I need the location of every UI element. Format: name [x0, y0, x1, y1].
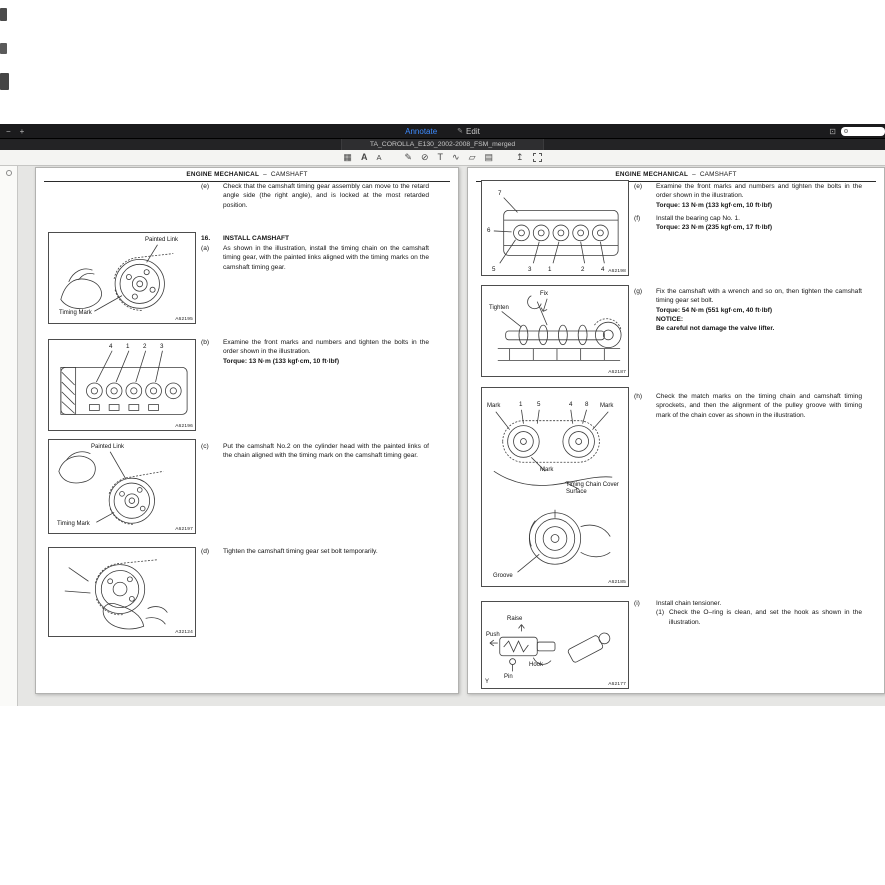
engine-line-drawing — [49, 548, 195, 636]
figure-code: A62185 — [608, 580, 626, 585]
text-tool-icon[interactable]: T — [437, 152, 444, 162]
step-f — [634, 214, 862, 233]
zoom-out-button[interactable]: − — [6, 126, 11, 136]
manual-page-right — [467, 167, 885, 694]
note-icon[interactable]: ▤ — [484, 152, 494, 162]
step-label: (f) — [634, 215, 641, 222]
step-number: 16. — [201, 235, 211, 242]
bolt-order-number: 3 — [528, 266, 532, 273]
annotate-button[interactable]: Annotate — [405, 126, 438, 136]
tab-title: TA_COROLLA_E130_2002-2008_FSM_merged — [369, 141, 516, 148]
figure-camshaft-gear-chain — [48, 232, 196, 324]
step-text: Tighten the camshaft timing gear set bolt temporarily. — [223, 548, 378, 555]
draw-icon[interactable]: ⊘ — [421, 152, 429, 162]
shapes-icon[interactable]: ▱ — [468, 152, 476, 162]
sidebar-divider[interactable] — [0, 166, 18, 706]
signature-icon[interactable]: ∿ — [452, 152, 460, 162]
figure-code: A62187 — [608, 370, 626, 375]
engine-line-drawing — [482, 286, 628, 376]
screen-artifact — [0, 43, 7, 54]
callout-pin: Pin — [504, 674, 513, 680]
step-text: Put the camshaft No.2 on the cylinder head with the painted links of the chain aligned with the timing mark on the camshaft timing gear. — [223, 443, 429, 460]
pdf-viewer-window — [0, 124, 885, 706]
sidebar-handle-icon — [6, 170, 12, 176]
callout-fix: Fix — [540, 291, 548, 297]
callout-mark-left: Mark — [487, 403, 501, 409]
step-label: (d) — [201, 548, 210, 555]
step-a — [201, 244, 429, 272]
step-d — [201, 547, 429, 556]
engine-line-drawing — [49, 340, 195, 430]
torque-spec: Torque: 13 N·m (133 kgf·cm, 10 ft·lbf) — [656, 201, 773, 209]
sub-step — [656, 608, 862, 627]
text-style-small-icon[interactable]: A — [376, 152, 382, 162]
figure-match-marks-pulley — [481, 387, 629, 587]
step-label: (c) — [201, 443, 209, 450]
callout-groove: Groove — [493, 573, 513, 579]
markup-toolbar — [0, 150, 885, 166]
figure-gear-set-bolt — [48, 547, 196, 637]
step-text: Install the bearing cap No. 1. — [656, 215, 740, 222]
header-topic: CAMSHAFT — [699, 171, 737, 178]
sprocket-number: 8 — [585, 401, 589, 408]
figure-camshaft-no2-chain — [48, 439, 196, 534]
figure-code: A62197 — [175, 527, 193, 532]
thumbnails-icon[interactable]: ▦ — [343, 152, 352, 162]
step-e — [201, 182, 429, 210]
figure-code: A62198 — [608, 269, 626, 274]
header-section: ENGINE MECHANICAL — [186, 171, 260, 178]
sprocket-number: 1 — [519, 401, 523, 408]
step-label: (b) — [201, 339, 210, 346]
search-icon — [844, 129, 848, 133]
selection-icon[interactable] — [533, 153, 542, 162]
engine-line-drawing — [49, 440, 195, 533]
zoom-in-button[interactable]: + — [19, 126, 25, 136]
step-e — [634, 182, 862, 210]
callout-axis-y: Y — [485, 679, 490, 685]
mode-buttons — [130, 127, 755, 136]
search-field[interactable] — [841, 127, 885, 136]
torque-spec: Torque: 54 N·m (551 kgf·cm, 40 ft·lbf) — [656, 306, 773, 314]
bolt-order-number: 3 — [160, 343, 164, 350]
step-text: Check the match marks on the timing chain and camshaft timing sprockets, and then the alignment of the pulley groove with timing mark of the chain cover as shown in the illustration. — [656, 393, 862, 419]
step-text: Examine the front marks and numbers and tighten the bolts in the order shown in the illustration. — [656, 183, 862, 200]
notice-text: Be careful not damage the valve lifter. — [656, 325, 775, 333]
figure-bolt-order-head — [48, 339, 196, 431]
step-c — [201, 442, 429, 461]
bolt-order-number: 4 — [601, 266, 605, 273]
callout-push: Push — [486, 632, 500, 638]
engine-line-drawing — [482, 181, 628, 275]
callout-mark-center: Mark — [540, 467, 554, 473]
sub-step-label: (1) — [656, 609, 665, 617]
figure-chain-tensioner — [481, 601, 629, 689]
step-16-install-camshaft — [201, 234, 429, 243]
bolt-order-number: 2 — [143, 343, 147, 350]
step-b — [201, 338, 429, 366]
header-separator: – — [263, 171, 267, 178]
bolt-order-number: 1 — [548, 266, 552, 273]
step-label: (e) — [634, 183, 643, 190]
figure-code: A62177 — [608, 682, 626, 687]
sprocket-number: 4 — [569, 401, 573, 408]
step-text: Fix the camshaft with a wrench and so on, then tighten the camshaft timing gear set bolt. — [656, 288, 862, 305]
step-label: (h) — [634, 393, 643, 400]
figure-fix-tighten-camshaft — [481, 285, 629, 377]
page-header — [468, 171, 884, 178]
figure-code: A32124 — [175, 630, 193, 635]
header-topic: CAMSHAFT — [270, 171, 308, 178]
zoom-controls — [0, 127, 130, 136]
callout-painted-link: Painted Link — [145, 237, 179, 243]
share-icon[interactable]: ↥ — [516, 152, 524, 162]
callout-cover-surface: Timing Chain Cover Surface — [566, 482, 619, 495]
step-label: (a) — [201, 245, 210, 252]
callout-mark-right: Mark — [600, 403, 614, 409]
sketch-icon[interactable]: ✎ — [404, 152, 412, 162]
callout-hook: Hook — [529, 662, 544, 668]
figure-code: A62195 — [175, 317, 193, 322]
bolt-order-number: 6 — [487, 227, 491, 234]
header-separator: – — [692, 171, 696, 178]
bolt-order-number: 1 — [126, 343, 130, 350]
bolt-order-number: 4 — [109, 343, 113, 350]
step-g — [634, 287, 862, 334]
window-title-bar — [0, 124, 885, 138]
callout-tighten: Tighten — [489, 305, 509, 311]
header-section: ENGINE MECHANICAL — [615, 171, 689, 178]
callout-painted-link: Painted Link — [91, 444, 125, 450]
step-label: (i) — [634, 600, 640, 607]
tab-bar — [0, 138, 885, 150]
sprocket-number: 5 — [537, 401, 541, 408]
torque-spec: Torque: 23 N·m (235 kgf·cm, 17 ft·lbf) — [656, 224, 773, 232]
bolt-order-number: 5 — [492, 266, 496, 273]
screen-artifact — [0, 73, 9, 90]
text-style-large-icon[interactable]: A — [360, 152, 368, 162]
step-h — [634, 392, 862, 420]
step-text: Examine the front marks and numbers and tighten the bolts in the order shown in the illustration. — [223, 339, 429, 356]
step-i — [634, 599, 862, 627]
title-bar-right — [755, 127, 885, 136]
torque-spec: Torque: 13 N·m (133 kgf·cm, 10 ft·lbf) — [223, 357, 340, 365]
sub-step-text: Check the O–ring is clean, and set the hook as shown in the illustration. — [669, 609, 862, 626]
bolt-order-number: 7 — [498, 190, 502, 197]
figure-bolt-order-head-2 — [481, 180, 629, 276]
toolbar-grid-icon[interactable]: ⊡ — [829, 126, 836, 136]
edit-icon: ✎ — [457, 128, 464, 135]
edit-button[interactable] — [457, 127, 480, 136]
callout-timing-mark: Timing Mark — [59, 310, 92, 316]
notice-label: NOTICE: — [656, 316, 684, 324]
step-label: (e) — [201, 183, 210, 190]
figure-code: A62196 — [175, 424, 193, 429]
step-text: Check that the camshaft timing gear assembly can move to the retard angle side (the right angle), and is locked at the most retarded position. — [223, 183, 429, 209]
page-header — [36, 171, 458, 178]
callout-raise: Raise — [507, 616, 523, 622]
screen-artifact — [0, 8, 7, 21]
document-tab[interactable] — [341, 139, 544, 150]
document-area — [0, 166, 885, 706]
bolt-order-number: 2 — [581, 266, 585, 273]
step-title: INSTALL CAMSHAFT — [223, 235, 290, 242]
step-text: As shown in the illustration, install the timing chain on the camshaft timing gear, with the painted links aligned with the timing marks on the camshaft timing gear. — [223, 245, 429, 271]
manual-page-left — [35, 167, 459, 694]
step-text: Install chain tensioner. — [656, 600, 722, 607]
edit-label: Edit — [466, 126, 480, 136]
step-label: (g) — [634, 288, 643, 295]
callout-timing-mark: Timing Mark — [57, 521, 90, 527]
